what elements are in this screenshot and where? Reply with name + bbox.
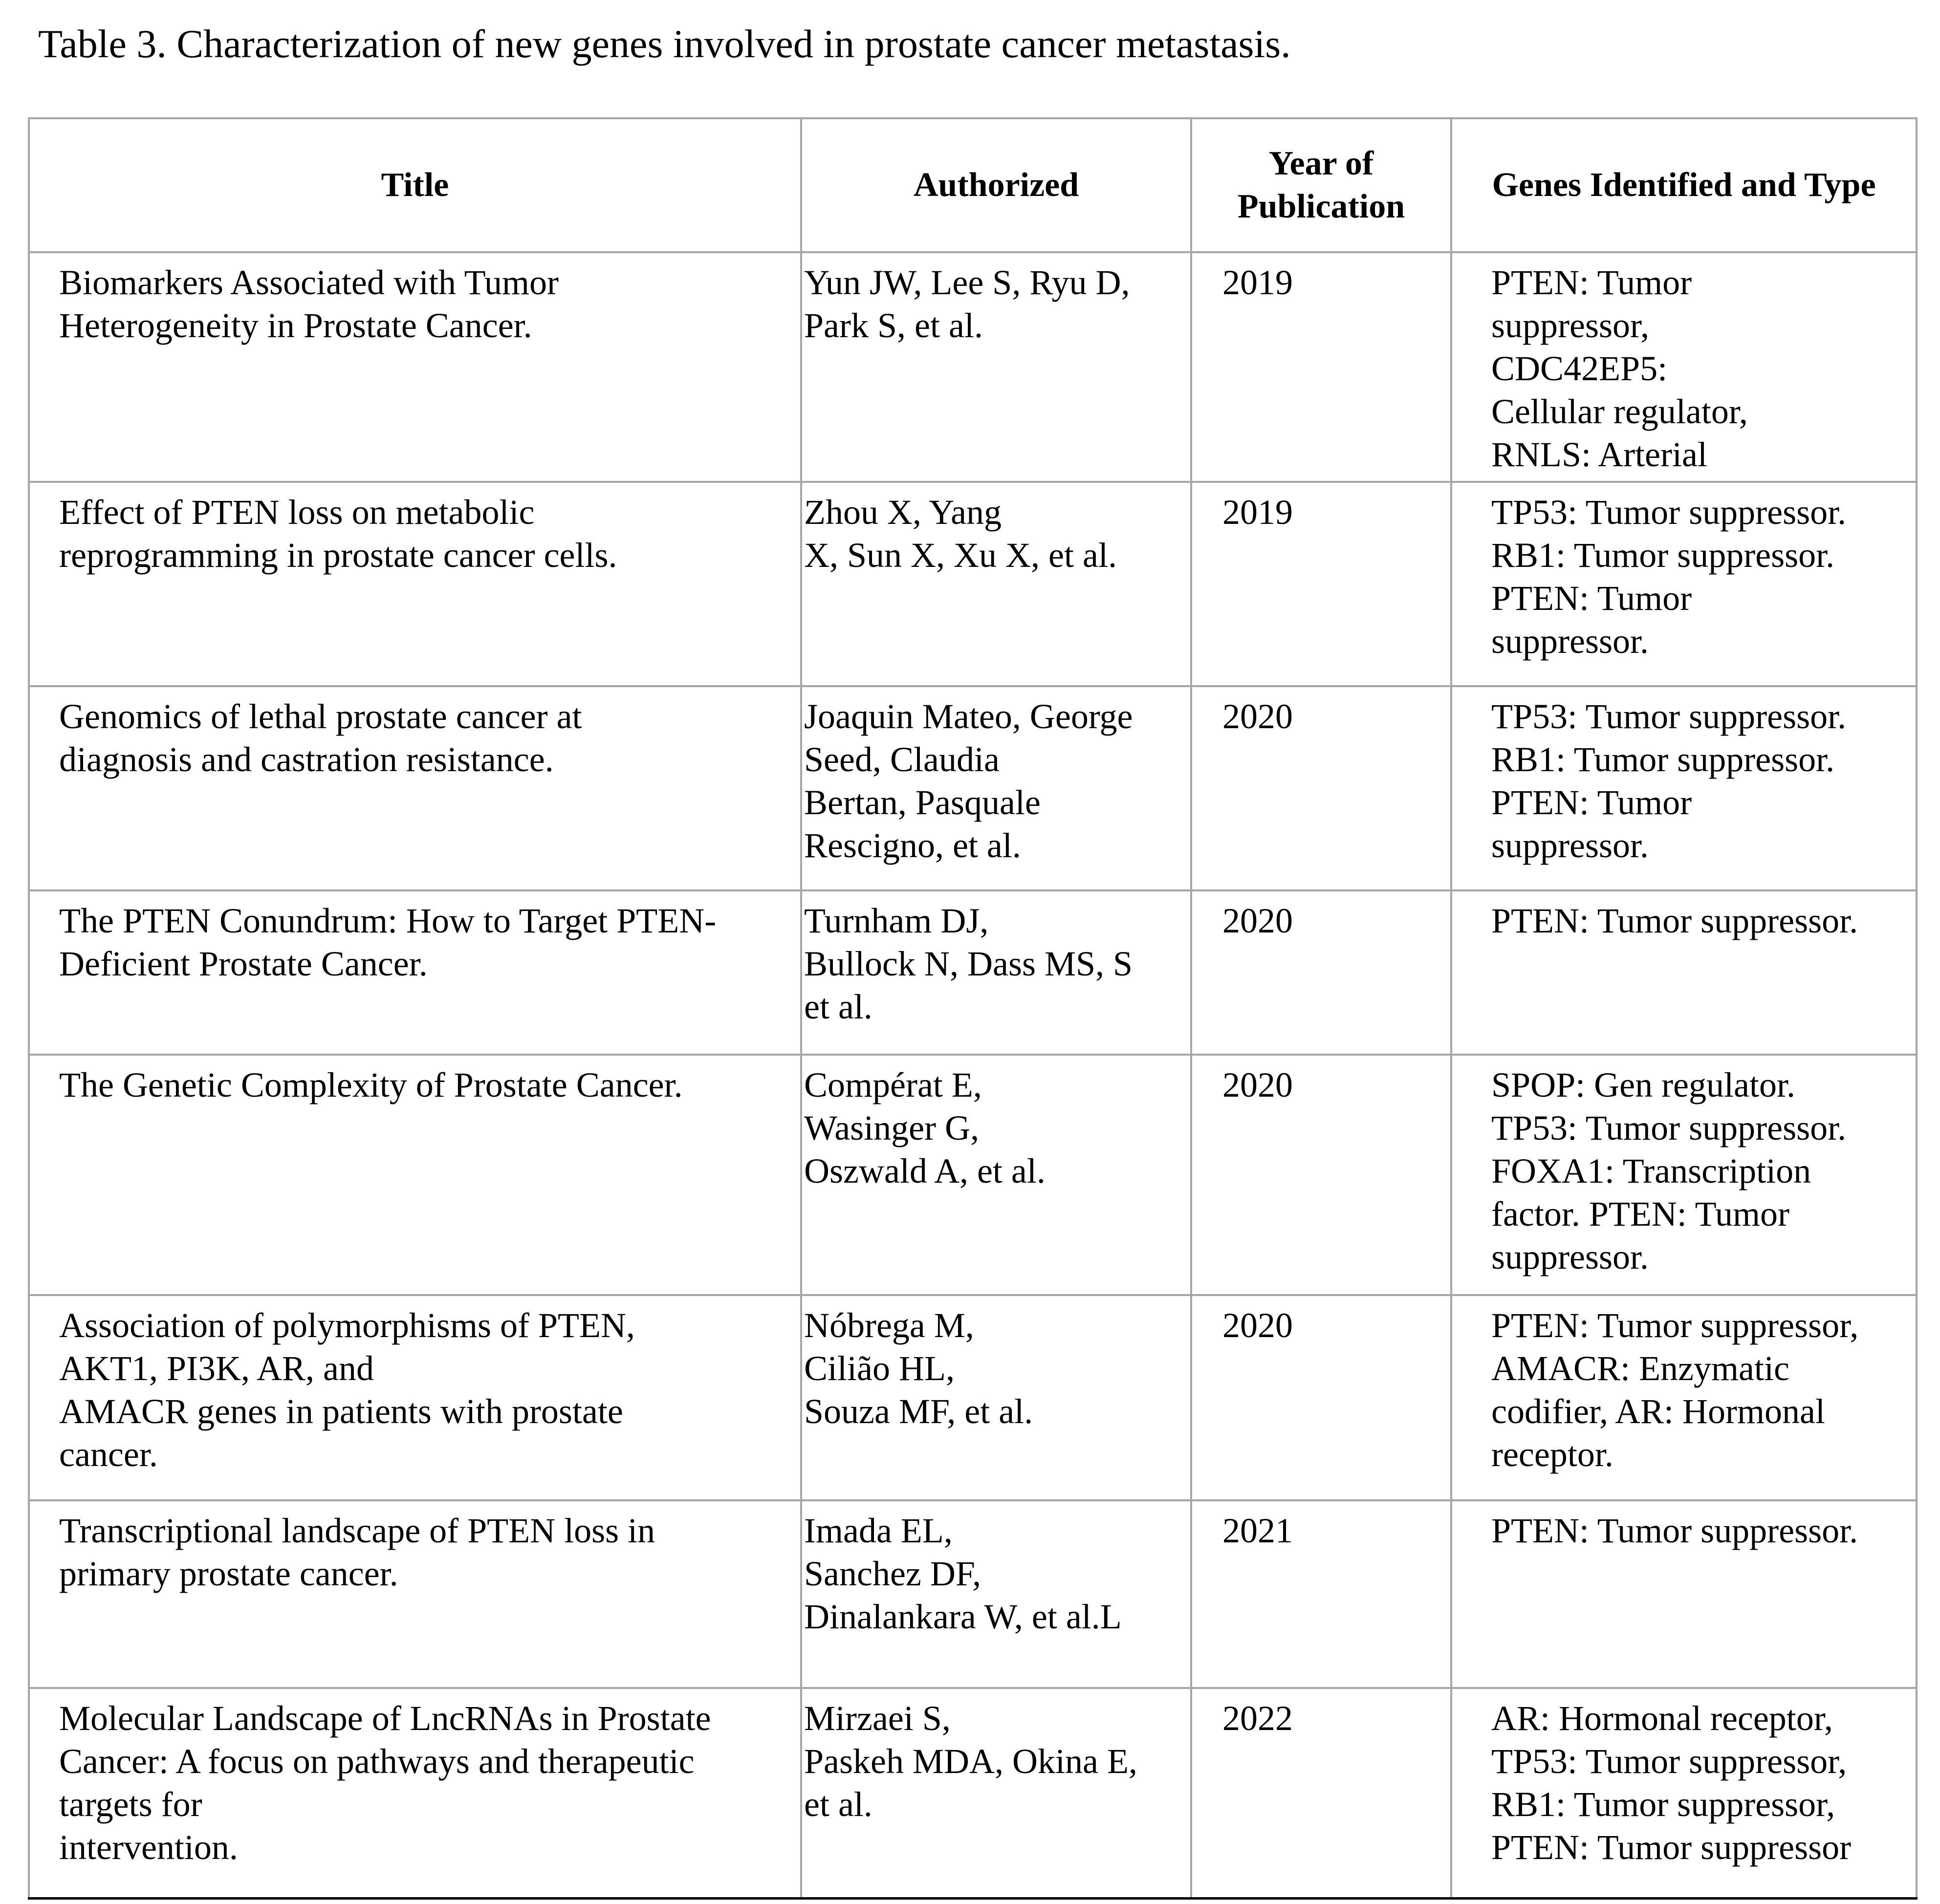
cell-genes: PTEN: Tumor suppressor. [1451,890,1917,1055]
cell-genes: PTEN: Tumor suppressor, AMACR: Enzymatic codifier, AR: Hormonal receptor. [1451,1295,1917,1500]
header-year: Year of Publication [1191,118,1451,252]
cell-authors: Joaquin Mateo, George Seed, Claudia Bertan, Pasquale Rescigno, et al. [801,686,1191,890]
cell-authors: Imada EL, Sanchez DF, Dinalankara W, et al.L [801,1500,1191,1688]
cell-year: 2020 [1191,1055,1451,1295]
header-row [29,118,1917,252]
table-row [29,1500,1917,1688]
cell-authors: Compérat E, Wasinger G, Oszwald A, et al. [801,1055,1191,1295]
cell-year: 2021 [1191,1500,1451,1688]
cell-genes: PTEN: Tumor suppressor. [1451,1500,1917,1688]
gene-characterization-table [28,117,1918,1900]
cell-title: Effect of PTEN loss on metabolic reprogramming in prostate cancer cells. [29,482,801,686]
table-row [29,252,1917,482]
cell-title: Molecular Landscape of LncRNAs in Prostate Cancer: A focus on pathways and therapeutic targets for intervention. [29,1688,801,1898]
cell-authors: Mirzaei S, Paskeh MDA, Okina E, et al. [801,1688,1191,1898]
cell-authors: Nóbrega M, Cilião HL, Souza MF, et al. [801,1295,1191,1500]
table-row [29,1055,1917,1295]
table-row [29,686,1917,890]
header-genes: Genes Identified and Type [1451,118,1917,252]
cell-title: Association of polymorphisms of PTEN, AKT1, PI3K, AR, and AMACR genes in patients with prostate cancer. [29,1295,801,1500]
cell-genes: TP53: Tumor suppressor. RB1: Tumor suppressor. PTEN: Tumor suppressor. [1451,686,1917,890]
cell-title: Genomics of lethal prostate cancer at diagnosis and castration resistance. [29,686,801,890]
cell-title: Biomarkers Associated with Tumor Heterogeneity in Prostate Cancer. [29,252,801,482]
cell-year: 2022 [1191,1688,1451,1898]
cell-year: 2019 [1191,252,1451,482]
table-row [29,482,1917,686]
cell-title: Transcriptional landscape of PTEN loss in primary prostate cancer. [29,1500,801,1688]
cell-authors: Zhou X, Yang X, Sun X, Xu X, et al. [801,482,1191,686]
cell-authors: Yun JW, Lee S, Ryu D, Park S, et al. [801,252,1191,482]
cell-title: The PTEN Conundrum: How to Target PTEN- Deficient Prostate Cancer. [29,890,801,1055]
cell-year: 2020 [1191,1295,1451,1500]
cell-year: 2020 [1191,890,1451,1055]
cell-genes: SPOP: Gen regulator. TP53: Tumor suppressor. FOXA1: Transcription factor. PTEN: Tumor suppressor. [1451,1055,1917,1295]
table-row [29,890,1917,1055]
table-row [29,1295,1917,1500]
cell-year: 2019 [1191,482,1451,686]
cell-genes: AR: Hormonal receptor, TP53: Tumor suppressor, RB1: Tumor suppressor, PTEN: Tumor suppressor [1451,1688,1917,1898]
header-title: Title [29,118,801,252]
cell-genes: PTEN: Tumor suppressor, CDC42EP5: Cellular regulator, RNLS: Arterial [1451,252,1917,482]
cell-genes: TP53: Tumor suppressor. RB1: Tumor suppressor. PTEN: Tumor suppressor. [1451,482,1917,686]
cell-authors: Turnham DJ, Bullock N, Dass MS, S et al. [801,890,1191,1055]
cell-title: The Genetic Complexity of Prostate Cancer. [29,1055,801,1295]
cell-year: 2020 [1191,686,1451,890]
table-caption: Table 3. Characterization of new genes involved in prostate cancer metastasis. [38,22,1291,66]
header-authorized: Authorized [801,118,1191,252]
table-row [29,1688,1917,1898]
